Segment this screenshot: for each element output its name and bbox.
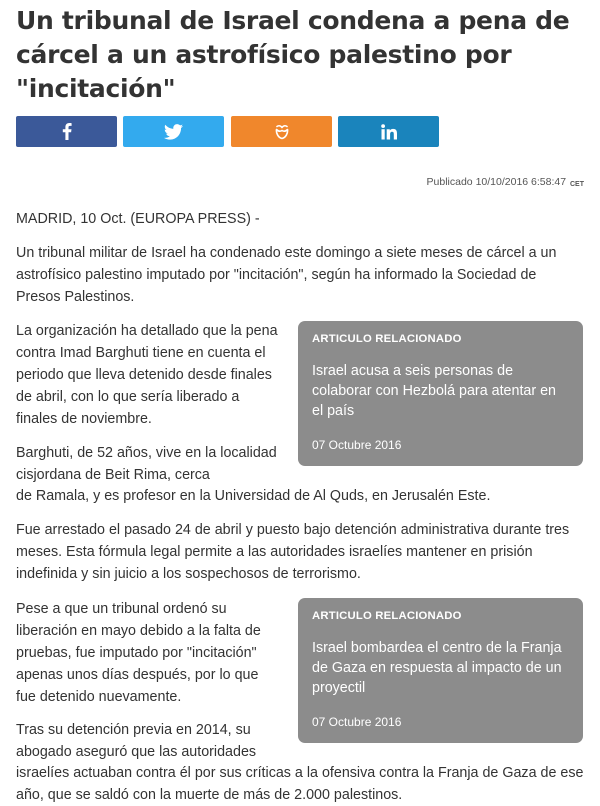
related-article-title[interactable]: Israel bombardea el centro de la Franja de Gaza en respuesta al impacto de un proyectil: [312, 640, 562, 696]
linkedin-icon: [381, 124, 397, 140]
paragraph-4: Fue arrestado el pasado 24 de abril y puesto bajo detención administrativa durante tres meses. Esta fórmula legal permite a las autoridades israelíes mantener en prisión indefinida y sin juicio a los sospechosos de terrorismo.: [16, 522, 570, 582]
meneame-icon: [273, 123, 291, 141]
share-bar: [16, 116, 446, 148]
twitter-share-button[interactable]: [123, 116, 224, 147]
facebook-share-button[interactable]: [16, 116, 117, 147]
timezone-label: CET: [570, 181, 584, 188]
related-article-kicker: ARTICULO RELACIONADO: [312, 610, 462, 622]
paragraph-2: La organización ha detallado que la pena contra Imad Barghuti tiene en cuenta el periodo que lleva detenido desde finales de abril, con lo que sería liberado a finales de noviembre.: [16, 323, 278, 427]
related-article-title[interactable]: Israel acusa a seis personas de colaborar con Hezbolá para atentar en el país: [312, 363, 556, 419]
related-article-card[interactable]: [298, 321, 583, 466]
related-article-card[interactable]: [298, 598, 583, 743]
paragraph-1: Un tribunal militar de Israel ha condenado este domingo a siete meses de cárcel a un astrofísico palestino imputado por "incitación", según ha informado la Sociedad de Presos Palestinos.: [16, 245, 557, 305]
linkedin-share-button[interactable]: [338, 116, 439, 147]
publication-date: [427, 176, 584, 188]
paragraph-3-start: Barghuti, de 52 años, vive en la localidad cisjordana de Beit Rima, cerca: [16, 445, 277, 483]
paragraph-3-end: de Ramala, y es profesor en la Universidad de Al Quds, en Jerusalén Este.: [16, 488, 491, 504]
related-article-date: 07 Octubre 2016: [312, 438, 402, 452]
paragraph-6-end: israelíes actuaban contra él por sus críticas a la ofensiva contra la Franja de Gaza de ese año, que se saldó con la muerte de más de 2.000 palestinos.: [16, 765, 584, 803]
paragraph-6-start: Tras su detención previa en 2014, su abogado aseguró que las autoridades: [16, 722, 257, 760]
dateline: MADRID, 10 Oct. (EUROPA PRESS) -: [16, 211, 260, 227]
meneame-share-button[interactable]: [231, 116, 332, 147]
paragraph-5: Pese a que un tribunal ordenó su liberación en mayo debido a la falta de pruebas, fue imputado por "incitación" apenas unos días después, por lo que fue detenido nuevamente.: [16, 601, 261, 705]
article-headline: Un tribunal de Israel condena a pena de cárcel a un astrofísico palestino por "incitación": [16, 6, 570, 103]
twitter-icon: [164, 124, 183, 140]
publication-date-text: Publicado 10/10/2016 6:58:47: [426, 176, 567, 188]
related-article-date: 07 Octubre 2016: [312, 715, 402, 729]
facebook-icon: [62, 123, 72, 140]
related-article-kicker: ARTICULO RELACIONADO: [312, 333, 462, 345]
